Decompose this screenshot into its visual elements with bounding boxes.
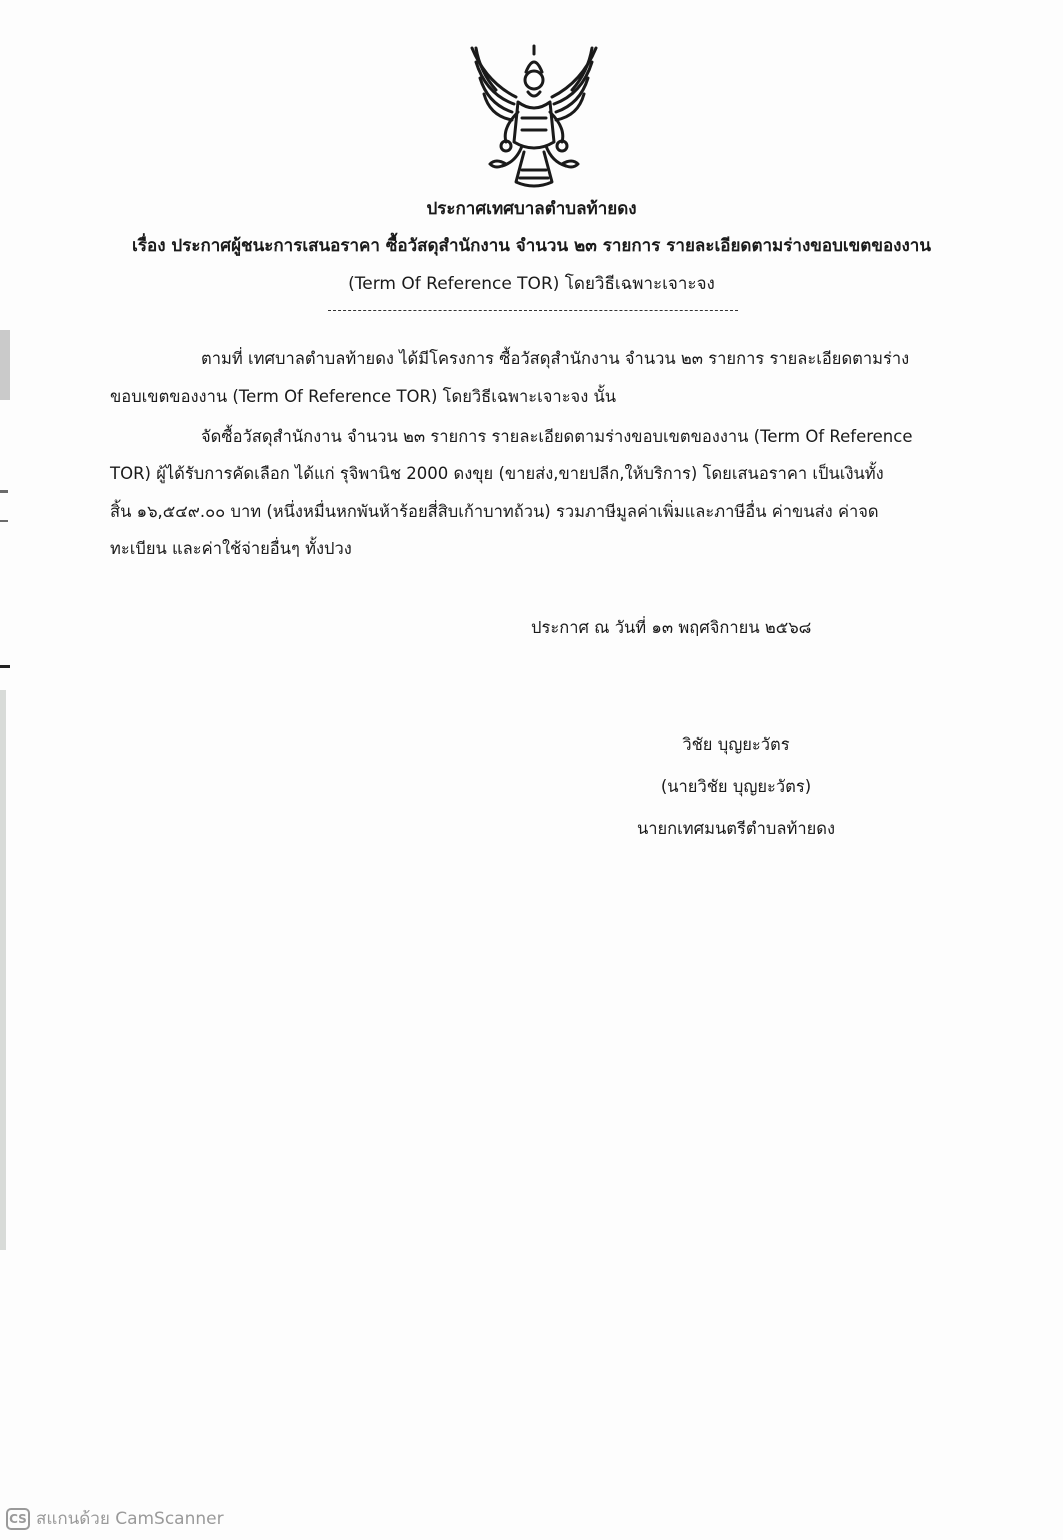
- subject-line-continued: (Term Of Reference TOR) โดยวิธีเฉพาะเจาะจง: [348, 274, 715, 294]
- camscanner-logo-icon: CS: [6, 1508, 30, 1530]
- scan-edge-mark: [0, 690, 6, 1250]
- subject-line: เรื่อง ประกาศผู้ชนะการเสนอราคา ซื้อวัสดุสำนักงาน จำนวน ๒๓ รายการ รายละเอียดตามร่างขอบเขตของงาน: [132, 236, 931, 256]
- announcement-date: ประกาศ ณ วันที่ ๑๓ พฤศจิกายน ๒๕๖๘: [531, 618, 812, 637]
- scan-edge-mark: [0, 665, 10, 668]
- camscanner-watermark: [6, 1505, 224, 1532]
- printed-name: (นายวิชัย บุญยะวัตร): [660, 777, 812, 796]
- dashed-separator: [328, 310, 738, 311]
- signer-position: นายกเทศมนตรีตำบลท้ายดง: [636, 819, 836, 838]
- paragraph-2-line-2: TOR) ผู้ได้รับการคัดเลือก ได้แก่ รุจิพานิช 2000 ดงขุย (ขายส่ง,ขายปลีก,ให้บริการ) โดยเสนอราคา เป็นเงินทั้ง: [110, 464, 884, 483]
- paragraph-2-line-3: สิ้น ๑๖,๕๔๙.๐๐ บาท (หนึ่งหมื่นหกพันห้าร้อยสี่สิบเก้าบาทถ้วน) รวมภาษีมูลค่าเพิ่มและภาษีอื่น ค่าขนส่ง ค่าจด: [110, 502, 879, 521]
- scan-edge-mark: [0, 490, 8, 493]
- scan-edge-mark: [0, 520, 8, 522]
- paragraph-1-line-2: ขอบเขตของงาน (Term Of Reference TOR) โดยวิธีเฉพาะเจาะจง นั้น: [110, 387, 617, 406]
- paragraph-1-line-1: ตามที่ เทศบาลตำบลท้ายดง ได้มีโครงการ ซื้อวัสดุสำนักงาน จำนวน ๒๓ รายการ รายละเอียดตามร่าง: [201, 349, 910, 368]
- document-title: ประกาศเทศบาลตำบลท้ายดง: [426, 199, 637, 219]
- garuda-emblem-icon: [466, 42, 602, 192]
- paragraph-2-line-1: จัดซื้อวัสดุสำนักงาน จำนวน ๒๓ รายการ รายละเอียดตามร่างขอบเขตของงาน (Term Of Reference: [201, 427, 913, 446]
- paragraph-2-line-4: ทะเบียน และค่าใช้จ่ายอื่นๆ ทั้งปวง: [110, 539, 352, 558]
- scan-edge-mark: [0, 330, 10, 400]
- signature-name: วิชัย บุญยะวัตร: [682, 735, 790, 754]
- camscanner-text: สแกนด้วย CamScanner: [36, 1509, 224, 1529]
